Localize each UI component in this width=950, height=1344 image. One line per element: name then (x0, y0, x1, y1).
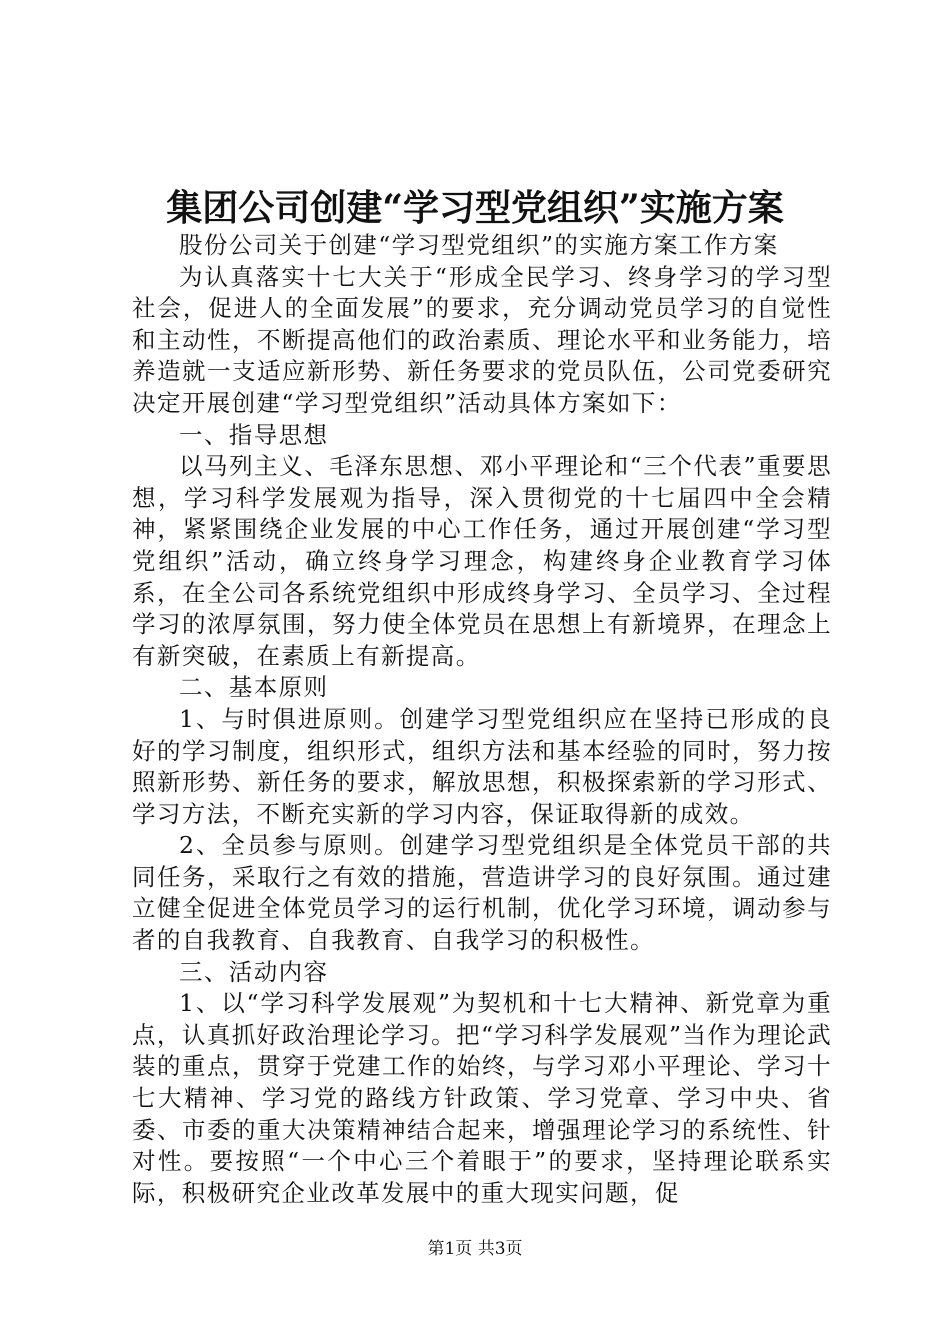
paragraph-principle-1: 1、与时俱进原则。创建学习型党组织应在坚持已形成的良好的学习制度，组织形式，组织方法和基本经验的同时，努力按照新形势、新任务的要求，解放思想，积极探索新的学习形式、学习方法，不断充实新的学习内容，保证取得新的成效。 (132, 704, 832, 828)
section-heading-guiding-thought: 一、指导思想 (179, 420, 329, 449)
paragraph-intro: 为认真落实十七大关于“形成全民学习、终身学习的学习型社会，促进人的全面发展”的要求，充分调动党员学习的自觉性和主动性，不断提高他们的政治素质、理论水平和业务能力，培养造就一支适应新形势、新任务要求的党员队伍，公司党委研究决定开展创建“学习型党组织”活动具体方案如下： (132, 262, 832, 417)
document-body (132, 230, 832, 1209)
document-title: 集团公司创建“学习型党组织”实施方案 (166, 187, 784, 229)
page-number-footer: 第1页 共3页 (427, 1239, 523, 1259)
section-heading-activity-content: 三、活动内容 (179, 957, 329, 986)
paragraph-activity-1: 1、以“学习科学发展观”为契机和十七大精神、新党章为重点，认真抓好政治理论学习。把“学习科学发展观”当作为理论武装的重点，贯穿于党建工作的始终，与学习邓小平理论、学习十七大精神、学习党的路线方针政策、学习党章、学习中央、省委、市委的重大决策精神结合起来，增强理论学习的系统性、针对性。要按照“一个中心三个着眼于”的要求，坚持理论联系实际，积极研究企业改革发展中的重大现实问题，促 (132, 989, 832, 1207)
paragraph-principle-2: 2、全员参与原则。创建学习型党组织是全体党员干部的共同任务，采取行之有效的措施，营造讲学习的良好氛围。通过建立健全促进全体党员学习的运行机制，优化学习环境，调动参与者的自我教育、自我教育、自我学习的积极性。 (132, 831, 832, 955)
paragraph-subtitle: 股份公司关于创建“学习型党组织”的实施方案工作方案 (179, 231, 779, 259)
section-heading-basic-principles: 二、基本原则 (179, 673, 329, 702)
paragraph-guiding-thought: 以马列主义、毛泽东思想、邓小平理论和“三个代表”重要思想，学习科学发展观为指导，深入贯彻党的十七届四中全会精神，紧紧围绕企业发展的中心工作任务，通过开展创建“学习型党组织”活动，确立终身学习理念，构建终身企业教育学习体系，在全公司各系统党组织中形成终身学习、全员学习、全过程学习的浓厚氛围，努力使全体党员在思想上有新境界，在理念上有新突破，在素质上有新提高。 (132, 452, 832, 670)
